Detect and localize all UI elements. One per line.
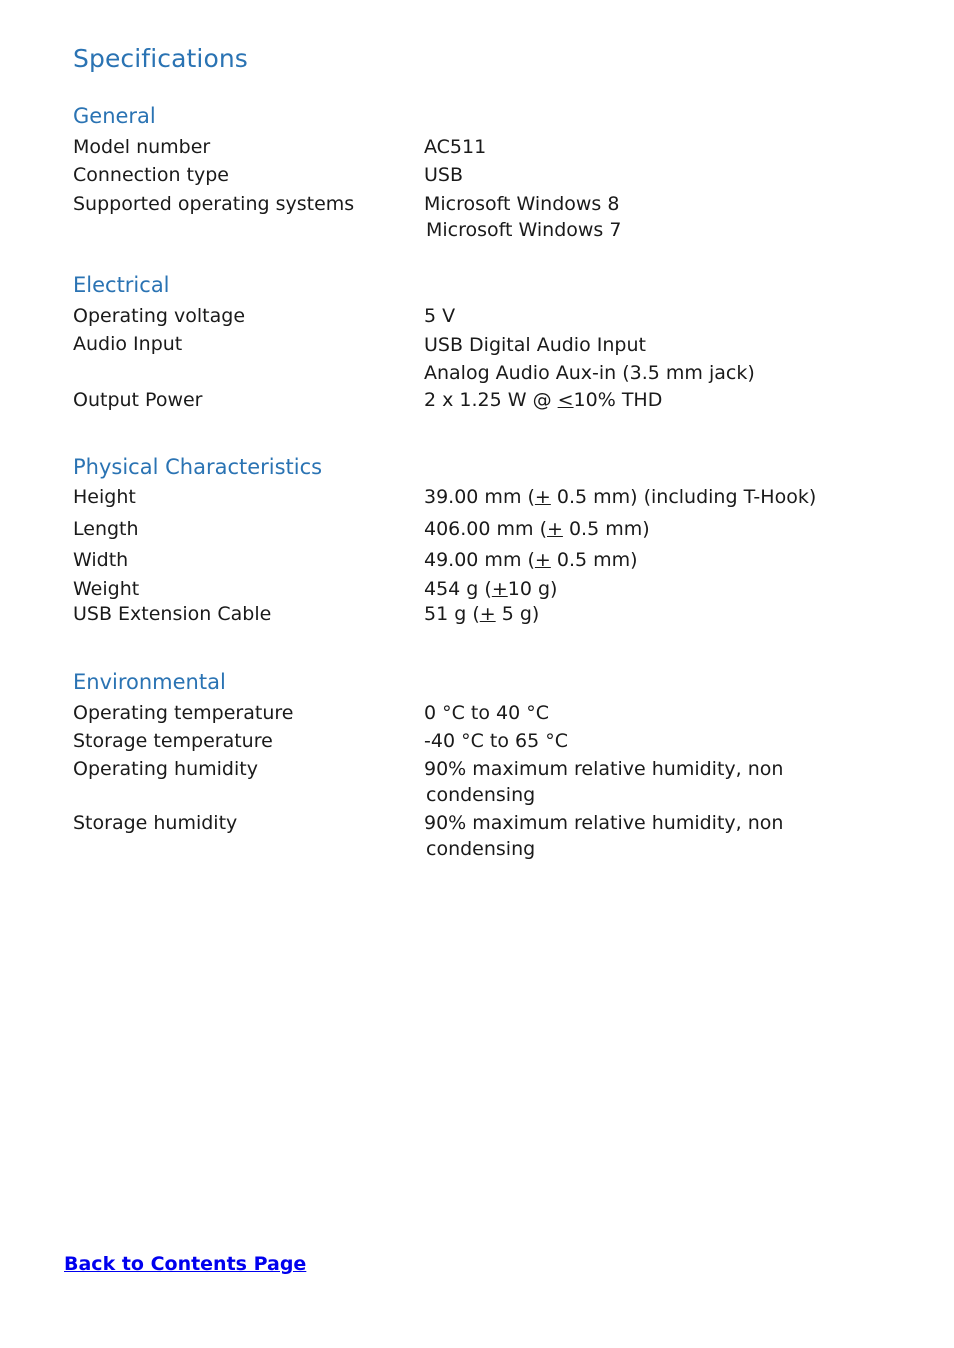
spec-value-line: condensing [426, 838, 536, 860]
spec-label: Model number [73, 136, 211, 158]
plus-minus-symbol: + [534, 549, 551, 571]
spec-value [424, 756, 783, 808]
section-heading-physical: Physical Characteristics [73, 455, 323, 479]
spec-label: Weight [73, 578, 140, 600]
spec-value-text: 10 g) [507, 578, 558, 600]
spec-value [424, 516, 650, 542]
spec-value-line: USB Digital Audio Input [424, 334, 646, 356]
spec-value [424, 547, 638, 573]
spec-label: Supported operating systems [73, 193, 355, 215]
less-equal-symbol: < [557, 389, 574, 411]
spec-value [424, 387, 662, 413]
spec-label: Audio Input [73, 333, 183, 355]
section-heading-general: General [73, 104, 156, 128]
back-to-contents-link[interactable]: Back to Contents Page [64, 1253, 307, 1275]
section-heading-environmental: Environmental [73, 670, 226, 694]
spec-label: Operating humidity [73, 758, 258, 780]
plus-minus-symbol: + [547, 518, 563, 540]
spec-value: 0 °C to 40 °C [424, 702, 550, 724]
spec-value-text: 0.5 mm) [550, 549, 638, 571]
spec-value-text: 5 g) [495, 603, 540, 625]
spec-label: Storage temperature [73, 730, 273, 752]
spec-value: AC511 [424, 136, 487, 158]
spec-value-text: 49.00 mm ( [424, 549, 535, 571]
spec-label: Operating voltage [73, 305, 246, 327]
spec-value [424, 484, 816, 510]
spec-value [424, 601, 539, 627]
plus-minus-symbol: + [534, 486, 551, 508]
spec-label: Operating temperature [73, 702, 294, 724]
plus-minus-symbol: + [479, 603, 496, 625]
spec-value-line: Microsoft Windows 7 [426, 219, 622, 241]
spec-label: Width [73, 549, 129, 571]
section-heading-electrical: Electrical [73, 273, 170, 297]
spec-label: Length [73, 518, 139, 540]
spec-value-text: 0.5 mm) [562, 518, 650, 540]
spec-value-line: Microsoft Windows 8 [424, 193, 620, 215]
spec-value-line: Analog Audio Aux-in (3.5 mm jack) [424, 362, 755, 384]
spec-value-line: condensing [426, 784, 536, 806]
spec-label: Connection type [73, 164, 229, 186]
spec-value-line: 90% maximum relative humidity, non [424, 758, 784, 780]
spec-value-text: 0.5 mm) (including T-Hook) [550, 486, 817, 508]
spec-value: 5 V [424, 305, 456, 327]
spec-value-line: 90% maximum relative humidity, non [424, 812, 784, 834]
spec-value-text: 10% THD [573, 389, 663, 411]
spec-label: Height [73, 486, 136, 508]
spec-value-text: 39.00 mm ( [424, 486, 535, 508]
spec-value: USB [424, 164, 464, 186]
spec-label: Output Power [73, 389, 203, 411]
spec-value [424, 191, 621, 243]
spec-value [424, 331, 755, 387]
spec-label: Storage humidity [73, 812, 238, 834]
spec-value [424, 810, 783, 862]
spec-label: USB Extension Cable [73, 603, 272, 625]
spec-value-text: 51 g ( [424, 603, 480, 625]
spec-value-text: 406.00 mm ( [424, 518, 547, 540]
spec-value-text: 2 x 1.25 W @ [424, 389, 558, 411]
page-title: Specifications [73, 44, 248, 73]
spec-value-text: 454 g ( [424, 578, 492, 600]
plus-minus-symbol: + [491, 578, 508, 600]
spec-value: -40 °C to 65 °C [424, 730, 568, 752]
spec-value [424, 576, 557, 602]
